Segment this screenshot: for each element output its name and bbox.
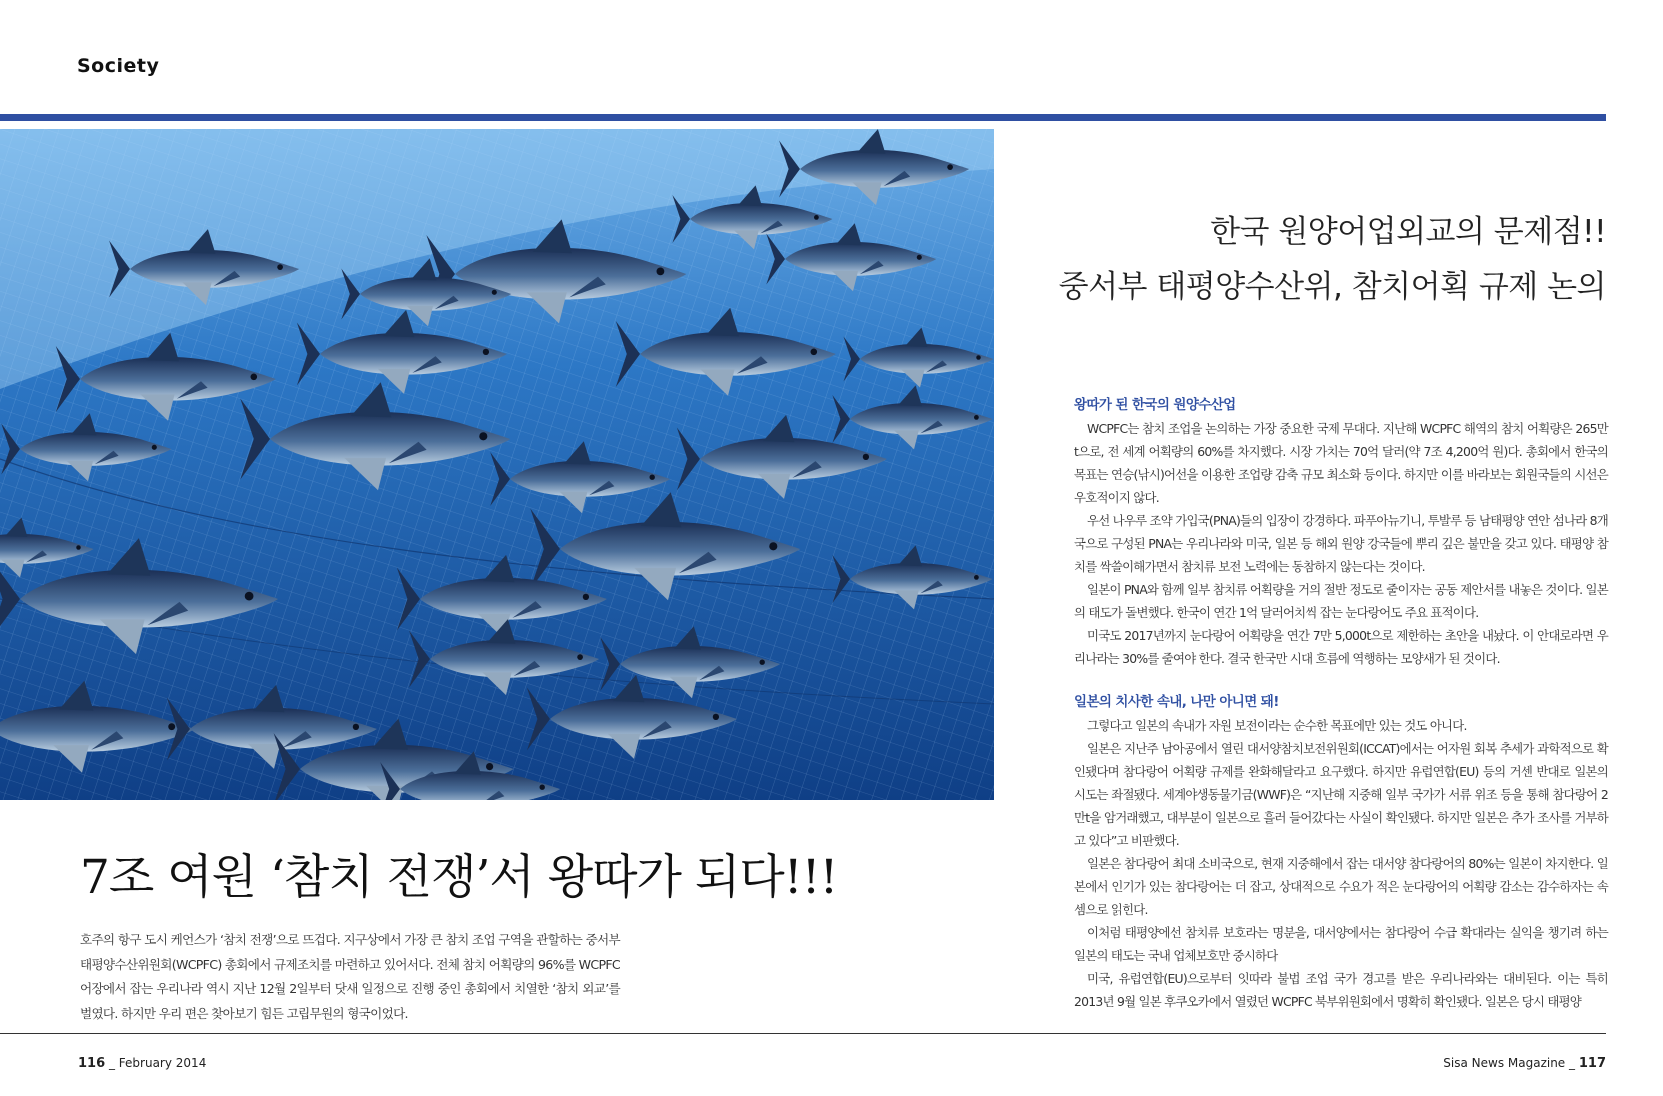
magazine-name: Sisa News Magazine [1443,1056,1566,1070]
subheadline-line-1: 한국 원양어업외교의 문제점!! [1210,214,1606,250]
paragraph: 일본이 PNA와 함께 일부 참치류 어획량을 거의 절반 정도로 줄이자는 공동 제안서를 내놓은 것이다. 일본의 태도가 돌변했다. 한국이 연간 1억 달러어치씩 잡는 눈다랑어도 주요 표적이다. [1074,582,1608,620]
issue-date: February 2014 [118,1056,207,1070]
paragraph: 일본은 참다랑어 최대 소비국으로, 현재 지중해에서 잡는 대서양 참다랑어의 80%는 일본이 차지한다. 일본에서 인기가 있는 참다랑어는 더 잡고, 상대적으로 수요가 적은 눈다랑어의 어획량 감소는 감수하자는 속셈으로 읽힌다. [1074,856,1608,917]
bottom-rule [0,1033,1606,1034]
paragraph: 우선 나우루 조약 가입국(PNA)들의 입장이 강경하다. 파푸아뉴기니, 투발루 등 남태평양 연안 섬나라 8개국으로 구성된 PNA는 우리나라와 미국, 일본 등 해외 원양 강국들에 뿌리 깊은 불만을 갖고 있다. 태평양 참치를 싹쓸이해가면서 참치류 보전 노력에는 동참하지 않는다는 것이다. [1074,513,1608,574]
folio-separator: _ [1569,1056,1576,1070]
paragraph: WCPFC는 참치 조업을 논의하는 가장 중요한 국제 무대다. 지난해 WCPFC 해역의 참치 어획량은 265만t으로, 전 세계 어획량의 60%를 차지했다. 시장 가치는 70억 달러(약 7조 4,200억 원)다. 총회에서 한국의 목표는 연승(낚시)어선을 이용한 조업량 감축 규모 최소화 등이다. 하지만 이를 바라보는 회원국들의 시선은 우호적이지 않다. [1074,421,1608,505]
folio-separator: _ [108,1056,115,1070]
subheadline [1059,205,1606,315]
section-heading-2: 일본의 치사한 속내, 나만 아니면 돼! [1074,694,1279,710]
spacer [1074,670,1608,690]
folio-left [78,1056,206,1071]
folio-right [1443,1056,1606,1071]
paragraph: 미국도 2017년까지 눈다랑어 어획량을 연간 7만 5,000t으로 제한하는 초안을 내놨다. 이 안대로라면 우리나라는 30%를 줄여야 한다. 결국 한국만 시대 흐름에 역행하는 모양새가 된 것이다. [1074,628,1608,666]
headline: 7조 여원 ‘참치 전쟁’서 왕따가 되다!!! [80,850,838,905]
subheadline-line-2: 중서부 태평양수산위, 참치어획 규제 논의 [1058,269,1606,305]
article-body [1074,393,1608,1013]
paragraph: 이처럼 태평양에선 참치류 보호라는 명분을, 대서양에서는 참다랑어 수급 확대라는 실익을 챙기려 하는 일본의 태도는 국내 업체보호만 중시하다 [1074,925,1608,963]
tuna-photo [0,129,994,800]
lead-paragraph: 호주의 항구 도시 케언스가 ‘참치 전쟁’으로 뜨겁다. 지구상에서 가장 큰 참치 조업 구역을 관할하는 중서부태평양수산위원회(WCPFC) 총회에서 규제조치를 마련하고 있어서다. 전체 참치 어획량의 96%를 WCPFC 어장에서 잡는 우리나라 역시 지난 12월 2일부터 닷새 일정으로 진행 중인 총회에서 치열한 ‘참치 외교’를 벌였다. 하지만 우리 편은 찾아보기 힘든 고립무원의 형국이었다. [80,932,620,1021]
page-number-right: 117 [1578,1056,1606,1071]
section-label: Society [77,55,160,77]
paragraph: 그렇다고 일본의 속내가 자원 보전이라는 순수한 목표에만 있는 것도 아니다. [1087,718,1467,733]
paragraph: 미국, 유럽연합(EU)으로부터 잇따라 불법 조업 국가 경고를 받은 우리나라와는 대비된다. 이는 특히 2013년 9월 일본 후쿠오카에서 열렸던 WCPFC 북부위원회에서 명확히 확인됐다. 일본은 당시 태평양 [1074,971,1608,1009]
page-number-left: 116 [78,1056,106,1071]
paragraph: 일본은 지난주 남아공에서 열린 대서양참치보전위원회(ICCAT)에서는 어자원 회복 추세가 과학적으로 확인됐다며 참다랑어 어획량 규제를 완화해달라고 요구했다. 하지만 유럽연합(EU) 등의 거센 반대로 일본의 시도는 좌절됐다. 세계야생동물기금(WWF)은 “지난해 지중해 일부 국가가 서류 위조 등을 통해 참다랑어 2만t을 암거래했고, 대부분이 일본으로 흘러 들어갔다는 사실이 확인됐다. 하지만 일본은 추가 조사를 거부하고 있다”고 비판했다. [1074,741,1608,848]
section-heading-1: 왕따가 된 한국의 원양수산업 [1074,397,1236,413]
top-rule [0,114,1606,121]
